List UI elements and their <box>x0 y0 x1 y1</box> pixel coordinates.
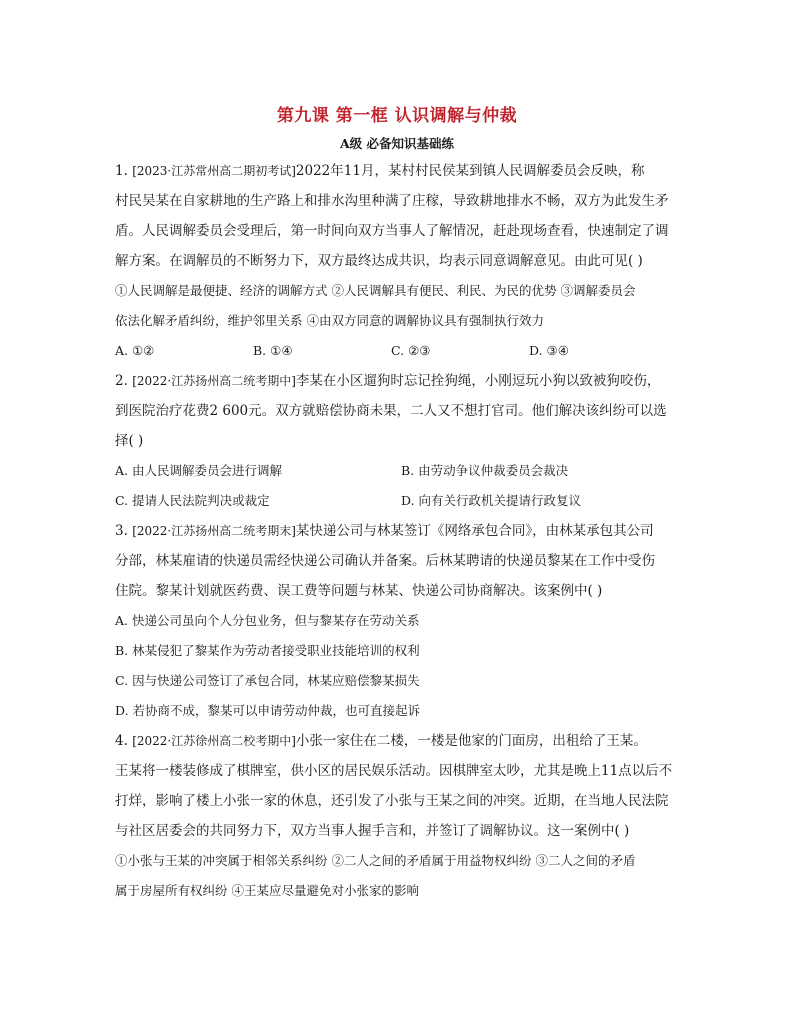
option-d[interactable]: D. 若协商不成，黎某可以申请劳动仲裁，也可直接起诉 <box>115 703 421 718</box>
option-a[interactable]: A. ①② <box>115 343 155 358</box>
option-b[interactable]: B. ①④ <box>253 343 293 358</box>
question-stem: 2. [2022·江苏扬州高二统考期中]李某在小区遛狗时忘记拴狗绳，小刚逗玩小狗以致被狗咬伤， <box>115 373 661 389</box>
question-stem: 3. [2022·江苏扬州高二统考期末]某快递公司与林某签订《网络承包合同》，由林某承包其公司 <box>115 523 654 539</box>
question-stem-line: 择( ) <box>115 433 144 449</box>
section-subtitle: A级 必备知识基础练 <box>339 136 455 151</box>
option-c[interactable]: C. 因与快递公司签订了承包合同，林某应赔偿黎某损失 <box>115 673 420 688</box>
option-a[interactable]: A. 快递公司虽向个人分包业务，但与黎某存在劳动关系 <box>115 613 420 628</box>
option-d[interactable]: D. 向有关行政机关提请行政复议 <box>401 493 582 508</box>
statement-line: 属于房屋所有权纠纷 ④王某应尽量避免对小张家的影响 <box>115 883 419 898</box>
question-stem-line: 盾。人民调解委员会受理后，第一时间向双方当事人了解情况，赶赴现场查看，快速制定了调 <box>115 223 669 239</box>
question-4 <box>115 726 693 906</box>
question-source-tag: [2023·江苏常州高二期初考试] <box>132 164 296 178</box>
question-source-tag: [2022·江苏扬州高二统考期末] <box>132 524 296 538</box>
question-number: 2. <box>115 373 128 389</box>
question-stem: 1. [2023·江苏常州高二期初考试]2022年11月，某村村民侯某到镇人民调解委员会反映，称 <box>115 163 645 179</box>
question-stem-line: 王某将一楼装修成了棋牌室，供小区的居民娱乐活动。因棋牌室太吵，尤其是晚上11点以后不 <box>115 763 673 779</box>
option-b[interactable]: B. 林某侵犯了黎某作为劳动者接受职业技能培训的权利 <box>115 643 420 658</box>
option-a[interactable]: A. 由人民调解委员会进行调解 <box>115 463 282 478</box>
question-stem-line: 分部，林某雇请的快递员需经快递公司确认并备案。后林某聘请的快递员黎某在工作中受伤 <box>115 553 655 569</box>
question-stem-line: 打烊，影响了楼上小张一家的休息，还引发了小张与王某之间的冲突。近期，在当地人民法院 <box>115 793 669 809</box>
question-source-tag: [2022·江苏徐州高二校考期中] <box>132 734 296 748</box>
answer-options <box>115 456 693 486</box>
statement-line: ①人民调解是最便捷、经济的调解方式 ②人民调解具有便民、利民、为民的优势 ③调解委员会 <box>115 283 636 298</box>
statement-line: 依法化解矛盾纠纷，维护邻里关系 ④由双方同意的调解协议具有强制执行效力 <box>115 313 544 328</box>
question-3 <box>115 516 693 726</box>
question-1 <box>115 156 693 366</box>
question-stem-line: 与社区居委会的共同努力下，双方当事人握手言和，并签订了调解协议。这一案例中( ) <box>115 823 630 839</box>
question-source-tag: [2022·江苏扬州高二统考期中] <box>132 374 296 388</box>
question-stem-line: 到医院治疗花费2 600元。双方就赔偿协商未果，二人又不想打官司。他们解决该纠纷可以选 <box>115 403 667 419</box>
question-stem-line: 住院。黎某计划就医药费、误工费等问题与林某、快递公司协商解决。该案例中( ) <box>115 583 603 599</box>
question-stem: 4. [2022·江苏徐州高二校考期中]小张一家住在二楼，一楼是他家的门面房，出租给了王某。 <box>115 733 647 749</box>
question-stem-line: 解方案。在调解员的不断努力下，双方最终达成共识，均表示同意调解意见。由此可见( ) <box>115 253 643 269</box>
question-number: 1. <box>115 163 128 179</box>
statement-line: ①小张与王某的冲突属于相邻关系纠纷 ②二人之间的矛盾属于用益物权纠纷 ③二人之间的矛盾 <box>115 853 636 868</box>
option-d[interactable]: D. ③④ <box>529 343 569 358</box>
option-c[interactable]: C. 提请人民法院判决或裁定 <box>115 493 270 508</box>
option-b[interactable]: B. 由劳动争议仲裁委员会裁决 <box>401 463 569 478</box>
answer-options <box>115 486 693 516</box>
lesson-title: 第九课 第一框 认识调解与仲裁 <box>276 106 518 126</box>
option-c[interactable]: C. ②③ <box>391 343 431 358</box>
question-number: 4. <box>115 733 128 749</box>
question-2 <box>115 366 693 516</box>
question-number: 3. <box>115 523 128 539</box>
question-list <box>115 156 693 906</box>
answer-options <box>115 336 693 366</box>
question-stem-line: 村民吴某在自家耕地的生产路上和排水沟里种满了庄稼，导致耕地排水不畅，双方为此发生矛 <box>115 193 669 209</box>
